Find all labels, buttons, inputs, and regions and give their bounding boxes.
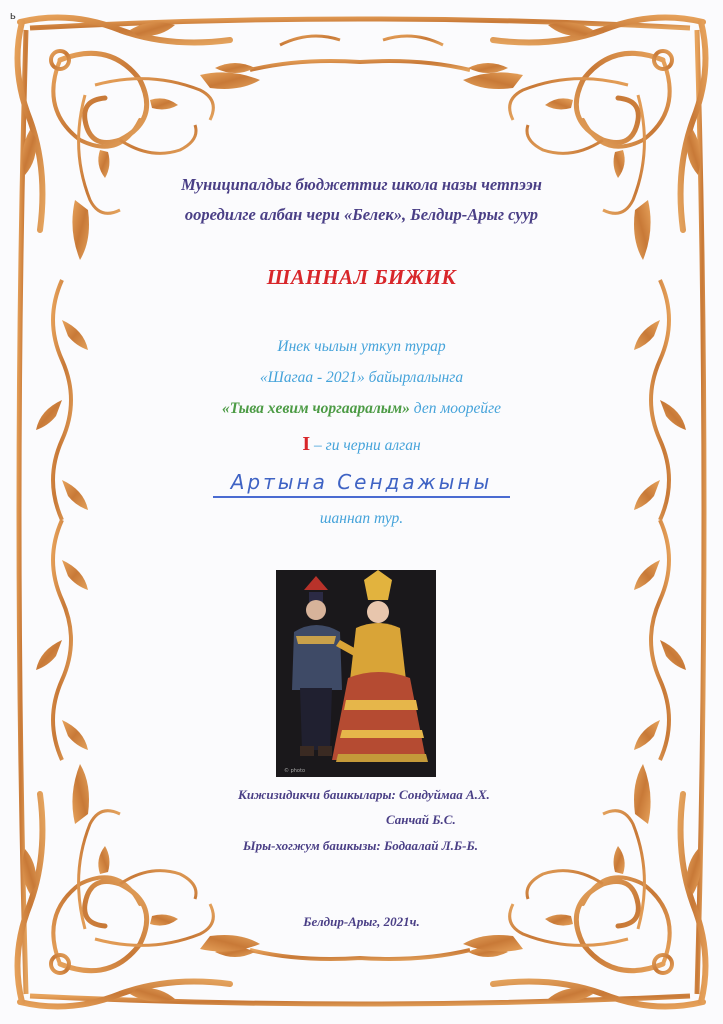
place-number: I bbox=[302, 433, 311, 455]
place-and-date: Белдир-Арыг, 2021ч. bbox=[303, 914, 420, 929]
body-line-5: шаннап тур. bbox=[319, 510, 404, 527]
certificate-title: ШАННАЛ БИЖИК bbox=[266, 265, 457, 289]
costume-photo bbox=[276, 570, 436, 777]
second-teacher: Санчай Б.С. bbox=[386, 812, 456, 827]
recipient-name-handwritten: Артына Сендажыны bbox=[213, 470, 511, 498]
body-line-1: Инек чылын уткуп турар bbox=[277, 338, 446, 355]
recipient-line bbox=[0, 470, 723, 498]
school-name-line-2: ооредилге албан чери «Белек», Белдир-Арыг суур bbox=[184, 205, 539, 224]
teachers-signature: Кижизидикчи башкылары: Сондуймаа А.Х. bbox=[238, 787, 490, 802]
body-line-2: «Шагаа - 2021» байырлалынга bbox=[259, 369, 464, 386]
music-teacher: Ыры-хогжум башкызы: Бодаалай Л.Б-Б. bbox=[243, 838, 478, 853]
body-line-3-rest: деп моорейге bbox=[409, 400, 502, 417]
contest-name: «Тыва хевим чоргааралым» bbox=[221, 400, 410, 417]
body-line-3 bbox=[0, 400, 723, 418]
page-mark: ь bbox=[10, 10, 16, 22]
body-line-4 bbox=[0, 433, 723, 456]
body-line-4-rest: – ги черни алган bbox=[310, 437, 421, 454]
svg-text:© photo: © photo bbox=[284, 768, 306, 774]
school-name-line-1: Муниципалдыг бюджеттиг школа назы четпээн bbox=[181, 175, 542, 194]
